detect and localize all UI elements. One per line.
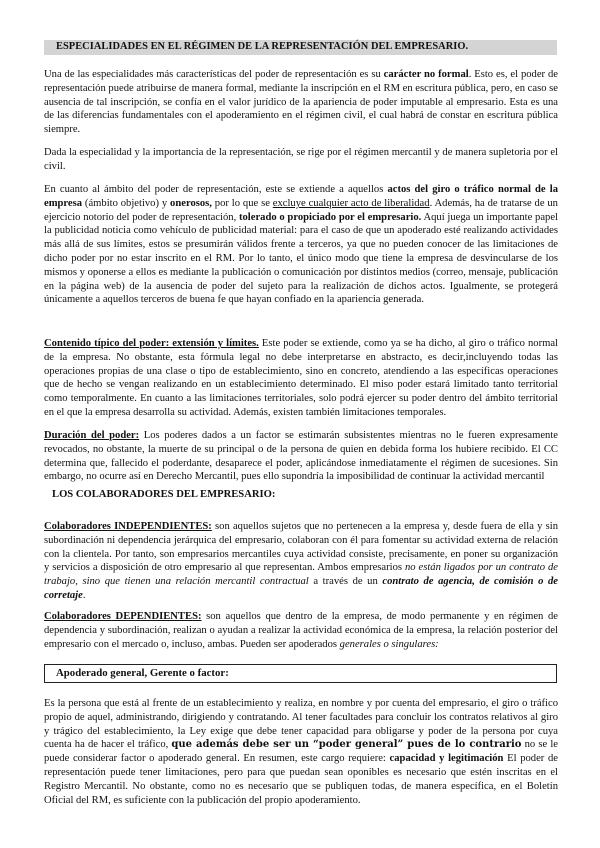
- bold-italic-text: contrato de agencia, de comisión o de corretaje: [44, 576, 558, 601]
- section-heading-bar: [44, 40, 557, 55]
- italic-text: generales o singulares:: [339, 638, 439, 650]
- subheading: Colaboradores DEPENDIENTES:: [44, 611, 202, 622]
- paragraph-dependent: [44, 610, 558, 651]
- text: Es la persona que está al frente de un establecimiento y realiza, en nombre y por cuenta del empresario, el giro o tráfico propio de aquel, administrando, dirigiendo y contratando. Al tener facultades para concluir los contratos relativos al giro y trágico del establecimiento, la Ley exige que debe tener capacidad para obligarse y poder de la persona por cuya cuenta ha de hacer el tráfico,: [44, 698, 558, 751]
- bold-text: capacidad y legitimación: [389, 753, 504, 765]
- text: Este poder se extiende, como ya se ha dicho, al giro o tráfico normal de la empresa. No obstante, esta fórmula legal no debe interpretarse en abstracto, es decir,incluyendo todas las operaciones propias de una clase o tipo de establecimiento, sino en concreto, atendiendo a las específicas operaciones que de hecho se vengan realizando en un establecimiento determinado. El miso poder estará limitado tanto territorial como temporalmente. En cuanto a las limitaciones territoriales, solo podrá ejercer su poder dentro del ámbito territorial en el que la empresa desarrolla su actividad. Además, existen también limitaciones temporales.: [44, 338, 559, 418]
- text: En cuanto al ámbito del poder de representación, este se extiende a aquellos: [44, 184, 388, 195]
- text: a través de un: [308, 576, 383, 588]
- text: no se le puede considerar factor o apoderado general. En resumen, este cargo requiere:: [44, 739, 558, 765]
- paragraph-formal-character: [44, 68, 558, 137]
- paragraph-regime: [44, 146, 558, 174]
- underlined-text: excluye cualquier acto de liberalidad: [272, 197, 430, 209]
- italic-text: no están ligados por un contrato de trabajo, sino que tienen una relación mercantil contractual: [44, 562, 558, 588]
- bold-text: tolerado o propiciado por el empresario.: [238, 211, 422, 223]
- text: . Esto es, el poder de representación puede atribuirse de manera formal, mediante la inscripción en el RM en escritura pública, pero, en caso se ausencia de tal inscripción, se confía en el valor jurídico de la apariencia de poder imputable al empresario. Esta es una de las diferencias fundamentales con el apoderamiento en el régimen civil, el cual habrá de constar en escritura pública siempre.: [44, 69, 558, 136]
- text: Los poderes dados a un factor se estimarán subsistentes mientras no le fueren expresamente revocados, no obstante, la muerte de su principal o de la persona de quien en debida forma los hubiere recibido. El CC determina que, fallecido el poderdante, desaparece el poder, aplicándose inmediatamente el régimen de sucesiones. Sin embargo, no ocurre así en Derecho Mercantil, pues ello supondría la imposibilidad de continuar la actividad mercantil: [44, 430, 558, 483]
- text: . Además, ha de tratarse de un ejercicio notorio del poder de representación,: [44, 197, 558, 223]
- paragraph-general-agent: [44, 697, 558, 807]
- text: son aquellos que dentro de la empresa, de modo permanente y en régimen de dependencia y subordinación, realizan o ayudan a realizar la actividad económica de la empresa, la relación posterior del empresario con el mercado o, incluso, ambas. Pueden ser apoderados: [44, 611, 558, 650]
- paragraph-typical-content: [44, 337, 558, 420]
- subheading: Contenido típico del poder: extensión y límites.: [44, 338, 259, 349]
- bold-text: onerosos,: [170, 197, 212, 209]
- paragraph-scope: [44, 183, 558, 307]
- text: Dada la especialidad y la importancia de la representación, se rige por el régimen mercantil y de manera supletoria por el civil.: [44, 147, 558, 172]
- text: Una de las especialidades más características del poder de representación es su: [44, 69, 384, 80]
- boxed-subheading-title: Apoderado general, Gerente o factor:: [56, 667, 229, 679]
- bold-text: carácter no formal: [383, 69, 469, 80]
- bold-text: actos del giro o tráfico normal de la empresa: [44, 184, 558, 209]
- text: (ámbito objetivo) y: [82, 197, 171, 209]
- text: son aquellos sujetos que no pertenecen a la empresa y, desde fuera de ella y sin subordinación ni dependencia jerárquica del empresario, colaboran con él para fomentar su actividad externa de relación con la clientela. Por tanto, son empresarios mercantiles cuya actividad consiste, precisamente, en poner su organización y servicios a disposición de otro empresario al que representan. Ambos empresarios: [44, 521, 559, 574]
- subheading: Colaboradores INDEPENDIENTES:: [44, 521, 212, 532]
- section-heading-collaborators: LOS COLABORADORES DEL EMPRESARIO:: [52, 489, 276, 500]
- text: Aquí juega un importante papel la publicidad noticia como vehículo de publicidad material: para el caso de que un apoderado esté realizando actividades más allá de sus límites, estos se presumirán válidos frente a terceros, ya que no pueden conocer de las limitaciones de dicho poder por no estar inscrito en el RM. Por lo tanto, el único modo que tiene la empresa de desvincularse de los mismos y oponerse a ellos es mediante la publicación o comunicación por distintos medios (correo, mensaje, publicación en la página web) de la ausencia de poder del sujeto para la realización de dichos actos. Igualmente, se protegerá únicamente a aquellos terceros de buena fe que hayan confiado en la apariencia generada.: [44, 211, 558, 306]
- section-heading-title: ESPECIALIDADES EN EL RÉGIMEN DE LA REPRESENTACIÓN DEL EMPRESARIO.: [56, 41, 469, 52]
- paragraph-duration: [44, 429, 558, 484]
- text: El poder de representación puede tener limitaciones, pero para que puedan sean oponibles es necesario que estén inscritas en el Registro Mercantil. No obstante, como no es necesario que se publiquen todas, de manera específica, en el Boletín Oficial del RM, es suficiente con la publicación del propio apoderamiento.: [44, 753, 559, 806]
- text: .: [82, 589, 86, 601]
- text: por lo que se: [211, 197, 273, 209]
- boxed-subheading: [44, 664, 557, 683]
- subheading: Duración del poder:: [44, 430, 140, 441]
- paragraph-independent: [44, 520, 558, 603]
- bold-text: que además debe ser un “poder general” pues de lo contrario: [171, 739, 522, 751]
